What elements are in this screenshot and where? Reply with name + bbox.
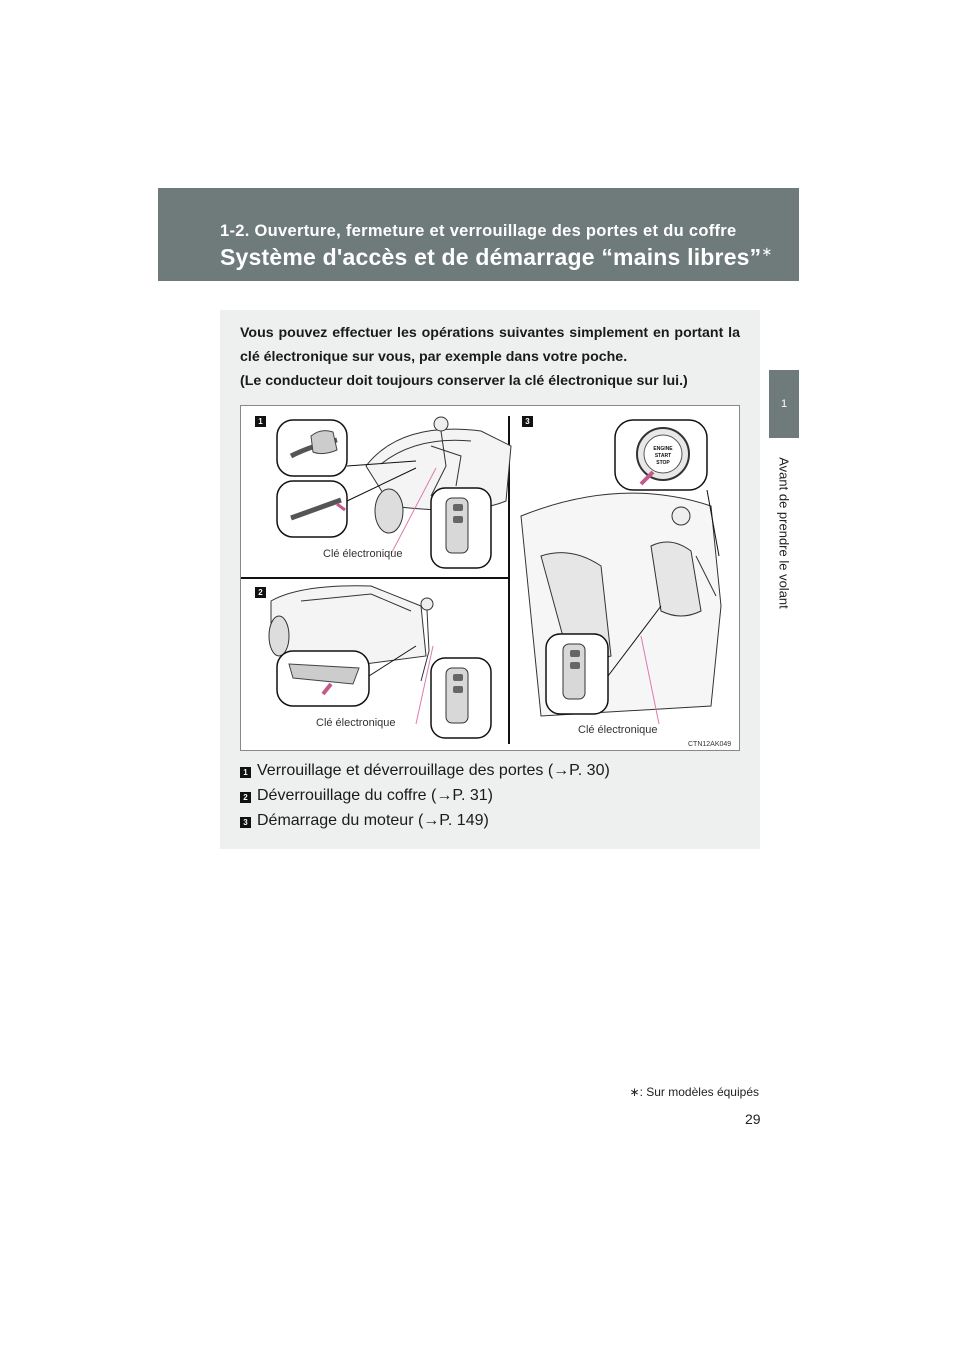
page-header bbox=[158, 188, 799, 281]
footnote: ∗: Sur modèles équipés bbox=[629, 1085, 759, 1099]
key-label-3: Clé électronique bbox=[578, 724, 658, 736]
section-title: 1-2. Ouverture, fermeture et verrouillage des portes et du coffre bbox=[220, 222, 737, 240]
panel-marker-2: 2 bbox=[255, 587, 266, 598]
button-text-start: START bbox=[654, 453, 672, 459]
smart-key-inset-3 bbox=[546, 634, 608, 714]
item-marker: 1 bbox=[240, 767, 251, 778]
item-text: Démarrage du moteur (→P. 149) bbox=[257, 812, 489, 829]
chapter-label: Avant de prendre le volant bbox=[776, 457, 792, 609]
panel-marker-1: 1 bbox=[255, 416, 266, 427]
key-label-1: Clé électronique bbox=[323, 548, 403, 560]
button-text-engine: ENGINE bbox=[653, 446, 673, 452]
title-asterisk: ∗ bbox=[761, 244, 773, 259]
smart-key-inset-1 bbox=[431, 488, 491, 568]
illustration bbox=[240, 405, 740, 751]
item-marker: 2 bbox=[240, 792, 251, 803]
intro-text bbox=[240, 321, 740, 393]
page-title-text: Système d'accès et de démarrage “mains libres” bbox=[220, 244, 762, 270]
smart-key-inset-2 bbox=[431, 658, 491, 738]
panel-marker-3: 3 bbox=[522, 416, 533, 427]
page-number: 29 bbox=[745, 1111, 761, 1127]
trunk-inset bbox=[277, 651, 369, 706]
button-text-stop: STOP bbox=[656, 460, 670, 466]
intro-line-1: Vous pouvez effectuer les opérations suivantes simplement en portant la clé électronique sur vous, par exemple dans votre poche. bbox=[240, 325, 740, 365]
figure-code: CTN12AK049 bbox=[688, 741, 732, 748]
door-handle-inset-top bbox=[277, 420, 347, 476]
page-title bbox=[220, 244, 772, 271]
illustration-drawing bbox=[241, 406, 739, 750]
key-label-2: Clé électronique bbox=[316, 717, 396, 729]
door-handle-inset-bottom bbox=[277, 481, 347, 537]
content-box bbox=[220, 310, 760, 849]
chapter-tab: 1 bbox=[769, 370, 799, 438]
item-text: Déverrouillage du coffre (→P. 31) bbox=[257, 787, 493, 804]
start-button-inset bbox=[615, 420, 707, 490]
item-marker: 3 bbox=[240, 817, 251, 828]
item-text: Verrouillage et déverrouillage des portes (→P. 30) bbox=[257, 762, 610, 779]
intro-line-2: (Le conducteur doit toujours conserver la clé électronique sur lui.) bbox=[240, 373, 688, 389]
